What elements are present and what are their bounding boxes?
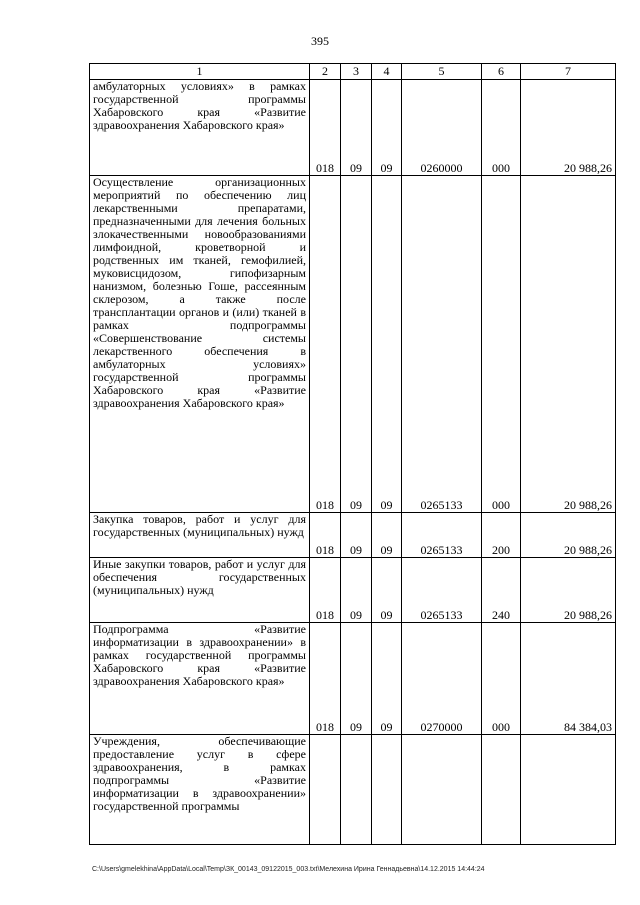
table-header-row: [90, 64, 616, 80]
cell-code-4: [372, 735, 402, 845]
table-row: [90, 80, 616, 176]
cell-code-5: 0265133: [402, 558, 482, 623]
cell-code-5: 0260000: [402, 80, 482, 176]
cell-amount: 20 988,26: [521, 513, 616, 558]
cell-code-5: 0270000: [402, 623, 482, 735]
file-path-footer: C:\Users\gmelekhina\AppData\Local\Temp\ЗК_00143_09122015_003.txt\Мелехина Ирина Геннадьевна\14.12.2015 14:44:24: [92, 866, 485, 873]
cell-code-5: [402, 735, 482, 845]
column-header: 6: [482, 64, 521, 80]
cell-code-3: 09: [341, 623, 372, 735]
column-header: 1: [90, 64, 310, 80]
cell-code-2: 018: [310, 513, 341, 558]
page-number: 395: [311, 34, 329, 48]
cell-code-3: 09: [341, 80, 372, 176]
cell-amount: 20 988,26: [521, 176, 616, 513]
cell-code-4: 09: [372, 513, 402, 558]
cell-amount: [521, 735, 616, 845]
column-header: 5: [402, 64, 482, 80]
table-row: [90, 176, 616, 513]
row-name: амбулаторных условиях» в рамках государственной программы Хабаровского края «Развитие здравоохранения Хабаровского края»: [90, 80, 310, 176]
cell-code-5: 0265133: [402, 176, 482, 513]
column-header: 4: [372, 64, 402, 80]
cell-code-6: 200: [482, 513, 521, 558]
row-name: Учреждения, обеспечивающие предоставление услуг в сфере здравоохранения, в рамках подпрограммы «Развитие информатизации в здравоохранении» государственной программы: [90, 735, 310, 845]
table-row: [90, 623, 616, 735]
cell-code-2: 018: [310, 623, 341, 735]
cell-code-2: [310, 735, 341, 845]
budget-table: [89, 63, 616, 845]
cell-code-3: [341, 735, 372, 845]
table-row: [90, 513, 616, 558]
cell-code-6: 000: [482, 80, 521, 176]
table-row: [90, 735, 616, 845]
cell-code-6: 000: [482, 176, 521, 513]
cell-code-6: [482, 735, 521, 845]
column-header: 7: [521, 64, 616, 80]
cell-code-2: 018: [310, 558, 341, 623]
cell-code-3: 09: [341, 558, 372, 623]
row-name: Закупка товаров, работ и услуг для государственных (муниципальных) нужд: [90, 513, 310, 558]
cell-code-4: 09: [372, 558, 402, 623]
cell-amount: 20 988,26: [521, 80, 616, 176]
cell-code-4: 09: [372, 623, 402, 735]
column-header: 3: [341, 64, 372, 80]
row-name: Иные закупки товаров, работ и услуг для обеспечения государственных (муниципальных) нужд: [90, 558, 310, 623]
column-header: 2: [310, 64, 341, 80]
row-name: Осуществление организационных мероприятий по обеспечению лиц лекарственными препаратами, предназначенными для лечения больных злокачественными новообразованиями лимфоидной, кроветворной и родственных им тканей, гемофилией, муковисцидозом, гипофизарным нанизмом, болезнью Гоше, рассеянным склерозом, а также после трансплантации органов и (или) тканей в рамках подпрограммы «Совершенствование системы лекарственного обеспечения в амбулаторных условиях» государственной программы Хабаровского края «Развитие здравоохранения Хабаровского края»: [90, 176, 310, 513]
cell-code-2: 018: [310, 176, 341, 513]
row-name: Подпрограмма «Развитие информатизации в здравоохранении» в рамках государственной программы Хабаровского края «Развитие здравоохранения Хабаровского края»: [90, 623, 310, 735]
cell-amount: 84 384,03: [521, 623, 616, 735]
cell-code-4: 09: [372, 176, 402, 513]
cell-code-3: 09: [341, 176, 372, 513]
table-row: [90, 558, 616, 623]
cell-code-4: 09: [372, 80, 402, 176]
cell-code-3: 09: [341, 513, 372, 558]
cell-code-6: 240: [482, 558, 521, 623]
cell-code-6: 000: [482, 623, 521, 735]
cell-code-5: 0265133: [402, 513, 482, 558]
cell-amount: 20 988,26: [521, 558, 616, 623]
cell-code-2: 018: [310, 80, 341, 176]
